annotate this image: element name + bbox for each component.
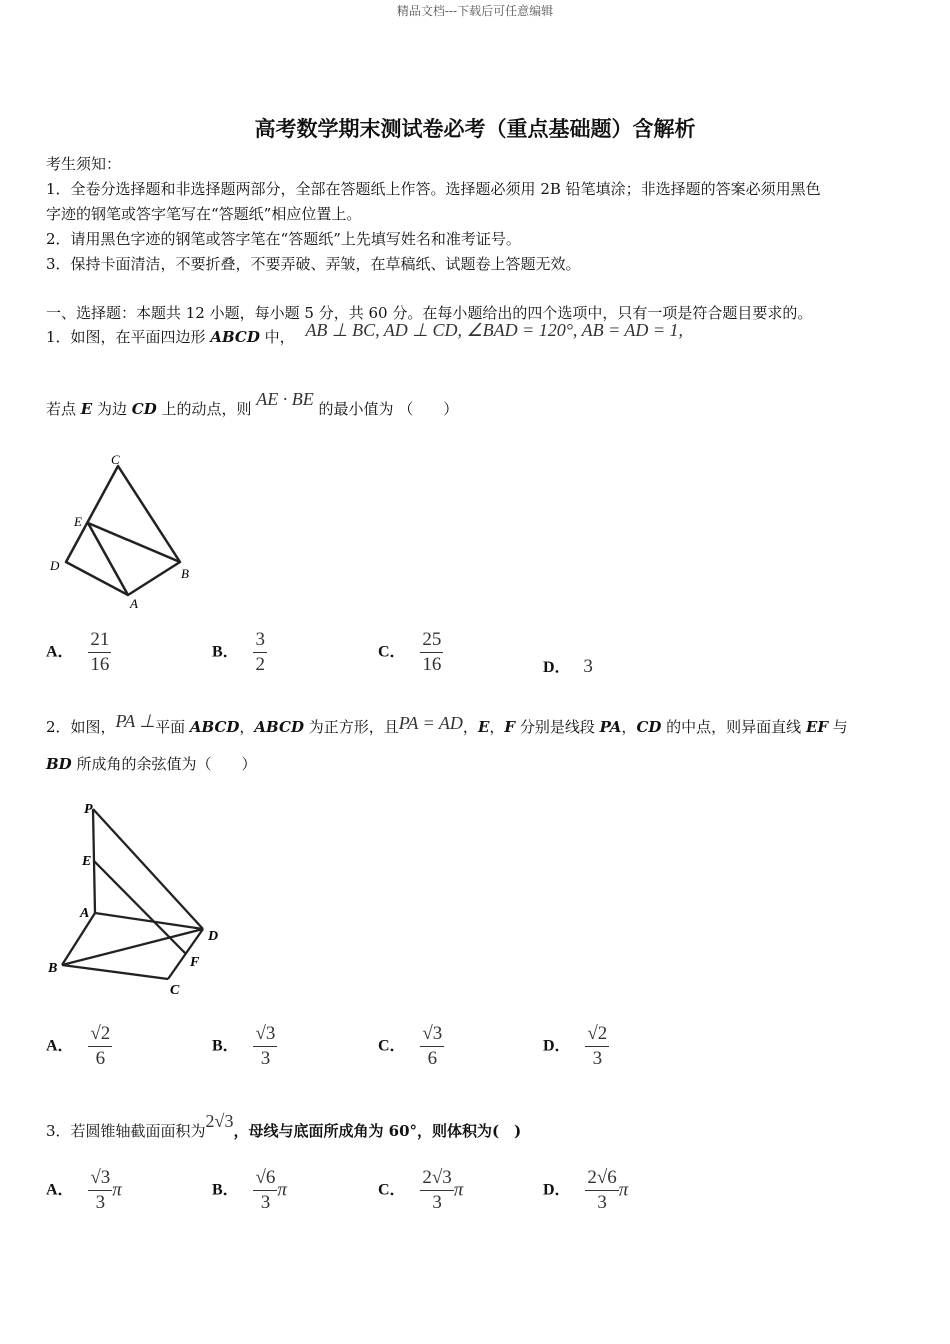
notice-item-3: 3．保持卡面清洁，不要折叠，不要弄破、弄皱，在草稿纸、试题卷上答题无效。 — [46, 255, 581, 273]
radicand: 3 — [432, 1023, 443, 1044]
section-heading: 一、选择题：本题共 12 小题，每小题 5 分，共 60 分。在每小题给出的四个选项中，只有一项是符合题目要求的。 — [46, 304, 813, 322]
numerator: √6 — [253, 1166, 277, 1191]
q2-segment-pa: PA — [599, 718, 622, 736]
option-label: A． — [46, 643, 74, 661]
q2-text-6: 分别是线段 — [515, 718, 600, 736]
denominator: 6 — [427, 1048, 438, 1069]
numerator: 3 — [253, 628, 267, 653]
option-label: A． — [46, 1181, 74, 1199]
q3-option-c[interactable] — [378, 1166, 463, 1215]
option-label: D． — [543, 1181, 571, 1199]
radicand: 3 — [442, 1167, 452, 1188]
q1-prefix: 1．如图，在平面四边形 — [46, 328, 211, 346]
option-label: D． — [543, 1037, 571, 1055]
q1-option-b[interactable] — [212, 628, 267, 677]
q2-line-ef: EF — [805, 718, 829, 736]
numerator: 21 — [88, 628, 111, 653]
q2-label-a: A — [80, 906, 90, 921]
fraction — [88, 1022, 112, 1071]
q1-label-b: B — [181, 566, 189, 581]
q2-text-5: ， — [489, 718, 505, 736]
q1-dot-product: AE · BE — [256, 389, 314, 409]
denominator: 3 — [95, 1192, 106, 1213]
pi-symbol: π — [618, 1179, 629, 1201]
q3-option-a[interactable] — [46, 1166, 122, 1215]
radicand: 3 — [265, 1023, 276, 1044]
q2-point-e: E — [477, 718, 490, 736]
q3-suffix: ，母线与底面所成角为 60°，则体积为( ) — [233, 1122, 522, 1140]
q2-pa-eq-ad: PA = AD — [398, 713, 463, 733]
denominator: 2 — [255, 654, 265, 675]
fraction — [253, 1166, 277, 1215]
q1-label-d: D — [50, 558, 60, 573]
q1-abcd: ABCD — [210, 328, 260, 346]
option-label: B． — [212, 643, 239, 661]
numerator: 25 — [420, 628, 443, 653]
q1-option-d[interactable] — [543, 654, 593, 678]
q2-pa-perp: PA ⊥ — [115, 711, 156, 731]
numerator: √3 — [253, 1022, 277, 1047]
q3-option-b[interactable] — [212, 1166, 287, 1215]
radicand: 6 — [607, 1167, 617, 1188]
q1-label-a: A — [130, 596, 138, 611]
q2-segment-cd: CD — [636, 718, 662, 736]
q2-label-b: B — [48, 961, 58, 976]
q1-stem-line1 — [46, 320, 684, 347]
q2-text-3: 为正方形，且 — [303, 718, 399, 736]
fraction — [420, 628, 443, 677]
coefficient: 2 — [422, 1167, 432, 1188]
q2-edge-pd — [93, 809, 203, 929]
q2-point-f: F — [504, 718, 516, 736]
denominator: 6 — [95, 1048, 106, 1069]
q1-label-c: C — [111, 452, 120, 467]
denominator: 3 — [260, 1048, 271, 1069]
q1-segment-cd: CD — [131, 400, 157, 418]
fraction — [88, 628, 111, 677]
q1-condition: AB ⊥ BC, AD ⊥ CD, ∠BAD = 120°, AB = AD = 1, — [305, 320, 684, 340]
denominator: 3 — [592, 1048, 603, 1069]
q3-prefix: 3．若圆锥轴截面面积为 — [46, 1122, 206, 1140]
option-value: 3 — [583, 656, 593, 677]
q1-text-d: 的最小值为 （ ） — [313, 400, 459, 418]
q2-edge-bc — [62, 965, 168, 979]
q2-option-a[interactable] — [46, 1022, 112, 1071]
q2-abcd-1: ABCD — [189, 718, 240, 736]
q2-segment-ef — [94, 861, 186, 954]
q2-figure — [40, 795, 240, 1010]
fraction — [253, 1022, 277, 1071]
notice-item-2: 2．请用黑色字迹的钢笔或答字笔在“答题纸”上先填写姓名和准考证号。 — [46, 230, 521, 248]
option-label: A． — [46, 1037, 74, 1055]
option-label: B． — [212, 1037, 239, 1055]
q2-prefix: 2．如图， — [46, 718, 116, 736]
numerator: √3 — [88, 1166, 112, 1191]
q1-mid: 中， — [259, 328, 295, 346]
denominator: 3 — [597, 1192, 607, 1213]
q2-text-4: ， — [462, 718, 478, 736]
denominator: 3 — [260, 1192, 271, 1213]
notice-item-1b: 字迹的钢笔或答字笔写在“答题纸”相应位置上。 — [46, 205, 362, 223]
q1-figure — [40, 450, 210, 615]
q1-point-e: E — [80, 400, 93, 418]
q2-stem-line2 — [46, 753, 256, 774]
numerator: 2√3 — [420, 1166, 453, 1191]
q1-option-a[interactable] — [46, 628, 111, 677]
q2-option-b[interactable] — [212, 1022, 277, 1071]
numerator: √3 — [420, 1022, 444, 1047]
radicand: 3 — [100, 1167, 111, 1188]
q2-option-c[interactable] — [378, 1022, 444, 1071]
q2-label-f: F — [190, 955, 200, 970]
denominator: 3 — [432, 1192, 442, 1213]
option-label: C． — [378, 1181, 406, 1199]
notice-item-1a: 1．全卷分选择题和非选择题两部分，全部在答题纸上作答。选择题必须用 2B 铅笔填涂；非选择题的答案必须用黑色 — [46, 180, 821, 198]
q1-text-a: 若点 — [46, 400, 81, 418]
q2-label-c: C — [170, 983, 180, 998]
option-label: C． — [378, 643, 406, 661]
pi-symbol: π — [453, 1179, 464, 1201]
q1-text-c: 上的动点，则 — [156, 400, 257, 418]
fraction — [420, 1166, 453, 1215]
radicand: 6 — [265, 1167, 276, 1188]
q3-area: 2√3 — [205, 1111, 234, 1131]
coefficient: 2 — [587, 1167, 597, 1188]
q2-text-1: 平面 — [155, 718, 190, 736]
pi-symbol: π — [112, 1179, 122, 1201]
q2-option-d[interactable] — [543, 1022, 609, 1071]
q3-stem — [46, 1111, 522, 1141]
pi-symbol: π — [277, 1179, 287, 1201]
fraction — [585, 1166, 618, 1215]
q1-stem-line2 — [46, 389, 459, 419]
q2-label-p: P — [84, 802, 93, 817]
option-label: D． — [543, 659, 571, 676]
q1-text-b: 为边 — [92, 400, 132, 418]
q3-radicand: 3 — [224, 1111, 234, 1131]
q1-label-e: E — [74, 514, 82, 529]
fraction — [420, 1022, 444, 1071]
denominator: 16 — [422, 654, 442, 675]
fraction — [253, 628, 267, 677]
radicand: 2 — [597, 1023, 608, 1044]
q3-coef: 2 — [205, 1111, 215, 1131]
notice-heading: 考生须知： — [46, 155, 122, 173]
q2-line-bd: BD — [46, 755, 72, 773]
q1-option-c[interactable] — [378, 628, 443, 677]
fraction — [585, 1022, 609, 1071]
fraction — [88, 1166, 112, 1215]
q2-text-2: ， — [239, 718, 255, 736]
page-header: 精品文档---下载后可任意编辑 — [396, 4, 554, 18]
page-title: 高考数学期末测试卷必考（重点基础题）含解析 — [254, 117, 696, 141]
option-label: C． — [378, 1037, 406, 1055]
numerator: 2√6 — [585, 1166, 618, 1191]
denominator: 16 — [90, 654, 110, 675]
q2-text-8: 的中点，则异面直线 — [661, 718, 806, 736]
q2-abcd-2: ABCD — [254, 718, 304, 736]
q2-stem-line1 — [46, 711, 848, 737]
q3-option-d[interactable] — [543, 1166, 628, 1215]
option-label: B． — [212, 1181, 239, 1199]
numerator: √2 — [88, 1022, 112, 1047]
q2-label-d: D — [208, 929, 219, 944]
q2-text-9: 与 — [828, 718, 848, 736]
q2-text-7: ， — [621, 718, 637, 736]
numerator: √2 — [585, 1022, 609, 1047]
q2-label-e: E — [82, 854, 92, 869]
q1-quadrilateral — [66, 466, 180, 595]
q2-text-10: 所成角的余弦值为（ ） — [71, 755, 257, 773]
radicand: 2 — [100, 1023, 111, 1044]
